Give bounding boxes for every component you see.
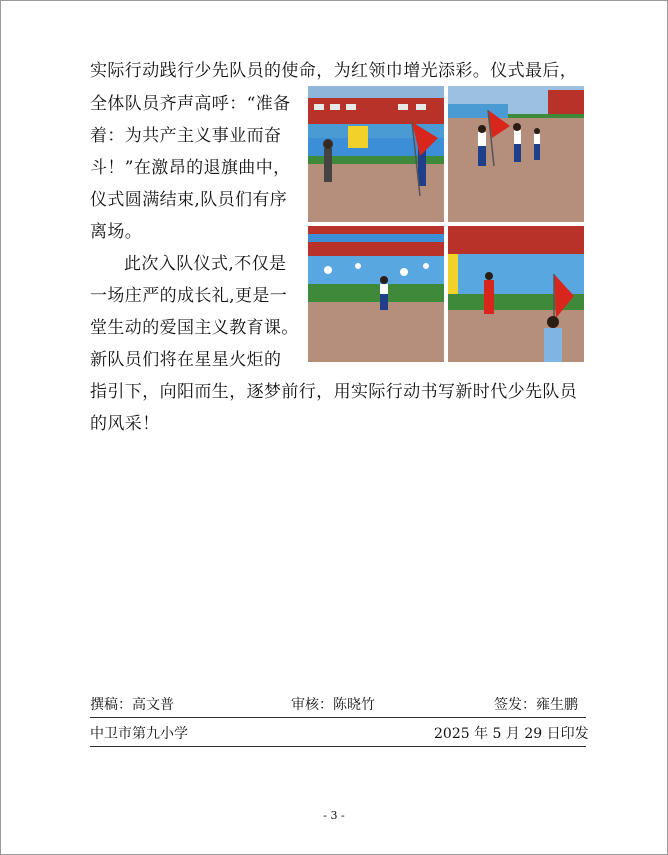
footer-reviewer: 审核：陈晓竹 xyxy=(291,697,375,713)
footer-approver: 签发：雍生鹏 xyxy=(494,697,578,713)
body-line-8: 一场庄严的成长礼,更是一 xyxy=(90,286,288,306)
body-line-1: 实际行动践行少先队员的使命，为红领巾增光添彩。仪式最后， xyxy=(90,61,578,81)
footer-school: 中卫市第九小学 xyxy=(90,726,188,742)
photo-flag-handover xyxy=(308,86,444,222)
page-number: - 3 - xyxy=(323,809,345,822)
body-line-4: 斗！”在激昂的退旗曲中， xyxy=(90,158,291,178)
footer-divider-bottom xyxy=(90,746,586,747)
photo-collage xyxy=(308,86,584,362)
body-line-3: 着：为共产主义事业而奋 xyxy=(90,126,282,146)
body-line-5: 仪式圆满结束,队员们有序 xyxy=(90,190,288,210)
photo-speech xyxy=(308,226,444,362)
body-line-7: 此次入队仪式,不仅是 xyxy=(124,254,287,274)
footer-author: 撰稿：高文普 xyxy=(90,697,174,713)
footer-divider-top xyxy=(90,717,586,718)
body-line-6: 离场。 xyxy=(90,222,143,242)
body-line-9: 堂生动的爱国主义教育课。 xyxy=(90,318,299,338)
body-line-11: 指引下，向阳而生，逐梦前行，用实际行动书写新时代少先队员 xyxy=(90,382,578,402)
body-line-10: 新队员们将在星星火炬的 xyxy=(90,350,282,370)
footer-date: 2025 年 5 月 29 日印发 xyxy=(434,726,589,742)
photo-flag-bearer xyxy=(448,226,584,362)
photo-flag-march xyxy=(448,86,584,222)
body-line-2: 全体队员齐声高呼：“准备 xyxy=(90,94,291,114)
body-line-12: 的风采！ xyxy=(90,414,160,434)
